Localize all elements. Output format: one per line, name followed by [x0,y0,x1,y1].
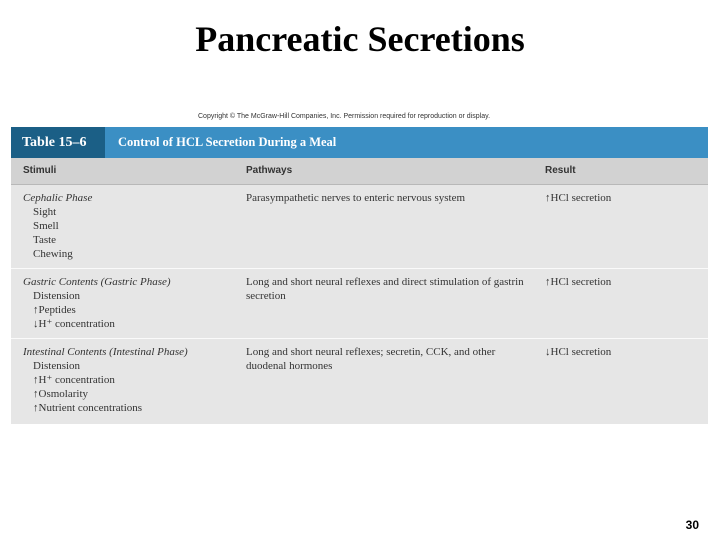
pathway-cell: Long and short neural reflexes; secretin, CCK, and other duodenal hormones [246,346,496,372]
stimulus-item: Chewing [33,248,73,260]
table-caption: Control of HCL Secretion During a Meal [118,135,337,149]
pathway-cell: Long and short neural reflexes and direct stimulation of gastrin secretion [246,276,524,302]
column-header-result: Result [545,165,576,176]
result-cell: ↑HCl secretion [545,192,612,204]
stimuli-cell [23,275,238,331]
column-header-pathways: Pathways [246,165,293,176]
table-row [11,269,708,339]
pathway-cell: Parasympathetic nerves to enteric nervous system [246,192,466,204]
page-number: 30 [685,518,699,532]
table-row [11,339,708,424]
table-number: Table 15–6 [11,127,105,158]
result-cell: ↓HCl secretion [545,346,612,358]
stimulus-item: Distension [33,360,81,372]
result-cell: ↑HCl secretion [545,276,612,288]
phase-label: Cephalic Phase [23,192,93,204]
stimulus-item: ↑H⁺ concentration [33,374,115,386]
table-row [11,185,708,269]
stimulus-item: ↓H⁺ concentration [33,318,115,330]
stimulus-item: ↑Nutrient concentrations [33,402,143,414]
stimulus-item: Taste [33,234,57,246]
table-header [11,127,708,158]
stimulus-item: ↑Osmolarity [33,388,88,400]
column-headers [11,158,708,185]
slide-title: Pancreatic Secretions [195,19,525,59]
phase-label: Intestinal Contents (Intestinal Phase) [23,346,188,358]
stimuli-cell [23,191,238,261]
stimulus-item: Distension [33,290,81,302]
phase-label: Gastric Contents (Gastric Phase) [23,276,171,288]
stimulus-item: Smell [33,220,59,232]
copyright-notice: Copyright © The McGraw-Hill Companies, Inc. Permission required for reproduction or display. [198,113,491,120]
hcl-control-table [11,127,708,424]
stimulus-item: ↑Peptides [33,304,76,316]
stimulus-item: Sight [33,206,57,218]
stimuli-cell [23,345,238,415]
column-header-stimuli: Stimuli [23,165,57,176]
